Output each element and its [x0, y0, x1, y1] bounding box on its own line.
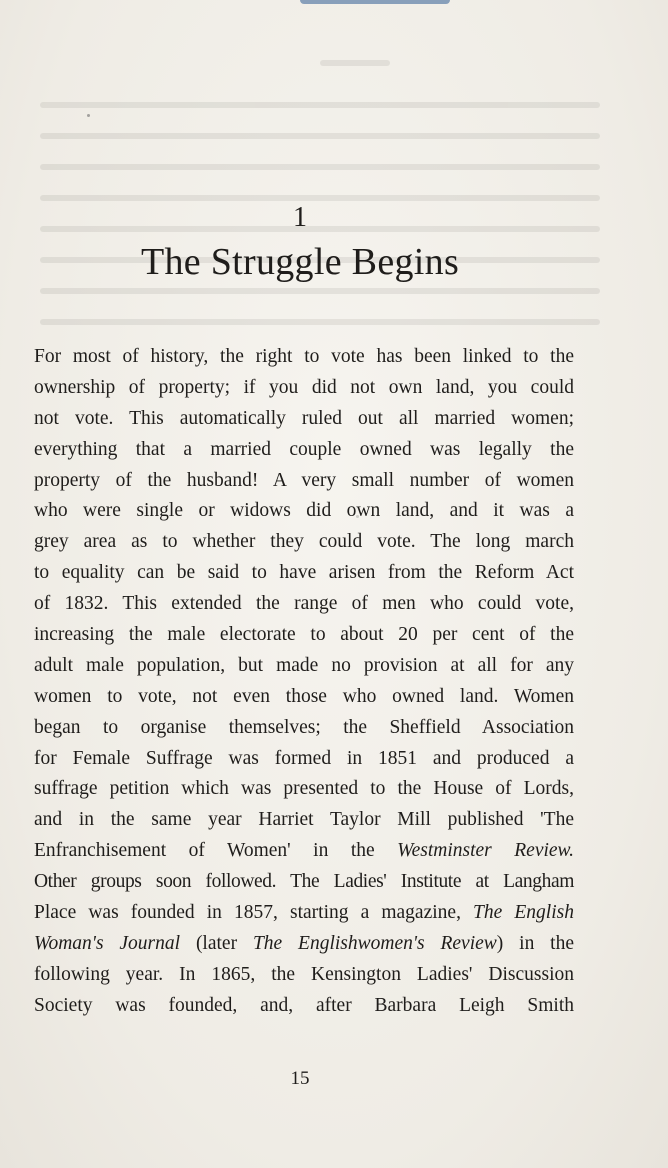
text-line: Other groups soon followed. The Ladies' Institute at Langham [34, 871, 574, 893]
text-line [34, 836, 574, 867]
text-line: everything that a married couple owned was legally the [34, 438, 574, 460]
print-speck [356, 515, 359, 518]
chapter-number: 1 [293, 202, 307, 233]
text-line: For most of history, the right to vote has been linked to the [34, 346, 574, 367]
italic-title: The Englishwomen's Review [252, 932, 497, 954]
page-number: 15 [290, 1068, 310, 1089]
text-line: and in the same year Harriet Taylor Mill published 'The [34, 809, 574, 831]
chapter-title: The Struggle Begins [140, 241, 460, 283]
text-line: following year. In 1865, the Kensington Ladies' Discussion [34, 963, 574, 985]
italic-title: Westminster Review. [397, 840, 574, 862]
text-line: ownership of property; if you did not own land, you could [34, 376, 574, 398]
text-line: to equality can be said to have arisen from the Reform Act [34, 562, 574, 584]
italic-title: Woman's Journal [34, 932, 181, 954]
text-line: women to vote, not even those who owned land. Women [34, 685, 574, 707]
text-line: grey area as to whether they could vote. The long march [34, 531, 574, 553]
text-line: who were single or widows did own land, and it was a [34, 500, 574, 522]
text-line: adult male population, but made no provision at all for any [34, 654, 574, 676]
text-segment: (later [180, 932, 253, 954]
text-line: for Female Suffrage was formed in 1851 and produced a [34, 747, 574, 769]
text-line: not vote. This automatically ruled out all married women; [34, 407, 574, 429]
text-segment: Enfranchisement of Women' in the [34, 840, 398, 862]
text-line: began to organise themselves; the Sheffield Association [34, 716, 574, 738]
text-line [34, 929, 574, 960]
body-paragraph [34, 342, 574, 1022]
print-speck [87, 114, 90, 117]
italic-title: The English [473, 902, 574, 924]
text-segment: ) in the [496, 932, 574, 954]
text-segment: Place was founded in 1857, starting a magazine, [34, 902, 474, 924]
scan-edge-shadow [300, 0, 450, 4]
text-line: Society was founded, and, after Barbara Leigh Smith [34, 994, 574, 1016]
text-line [34, 898, 574, 929]
text-line: of 1832. This extended the range of men who could vote, [34, 593, 574, 615]
text-line: property of the husband! A very small number of women [34, 469, 574, 491]
text-line: increasing the male electorate to about 20 per cent of the [34, 624, 574, 646]
show-through-text [0, 40, 668, 340]
text-line: suffrage petition which was presented to the House of Lords, [34, 778, 574, 800]
